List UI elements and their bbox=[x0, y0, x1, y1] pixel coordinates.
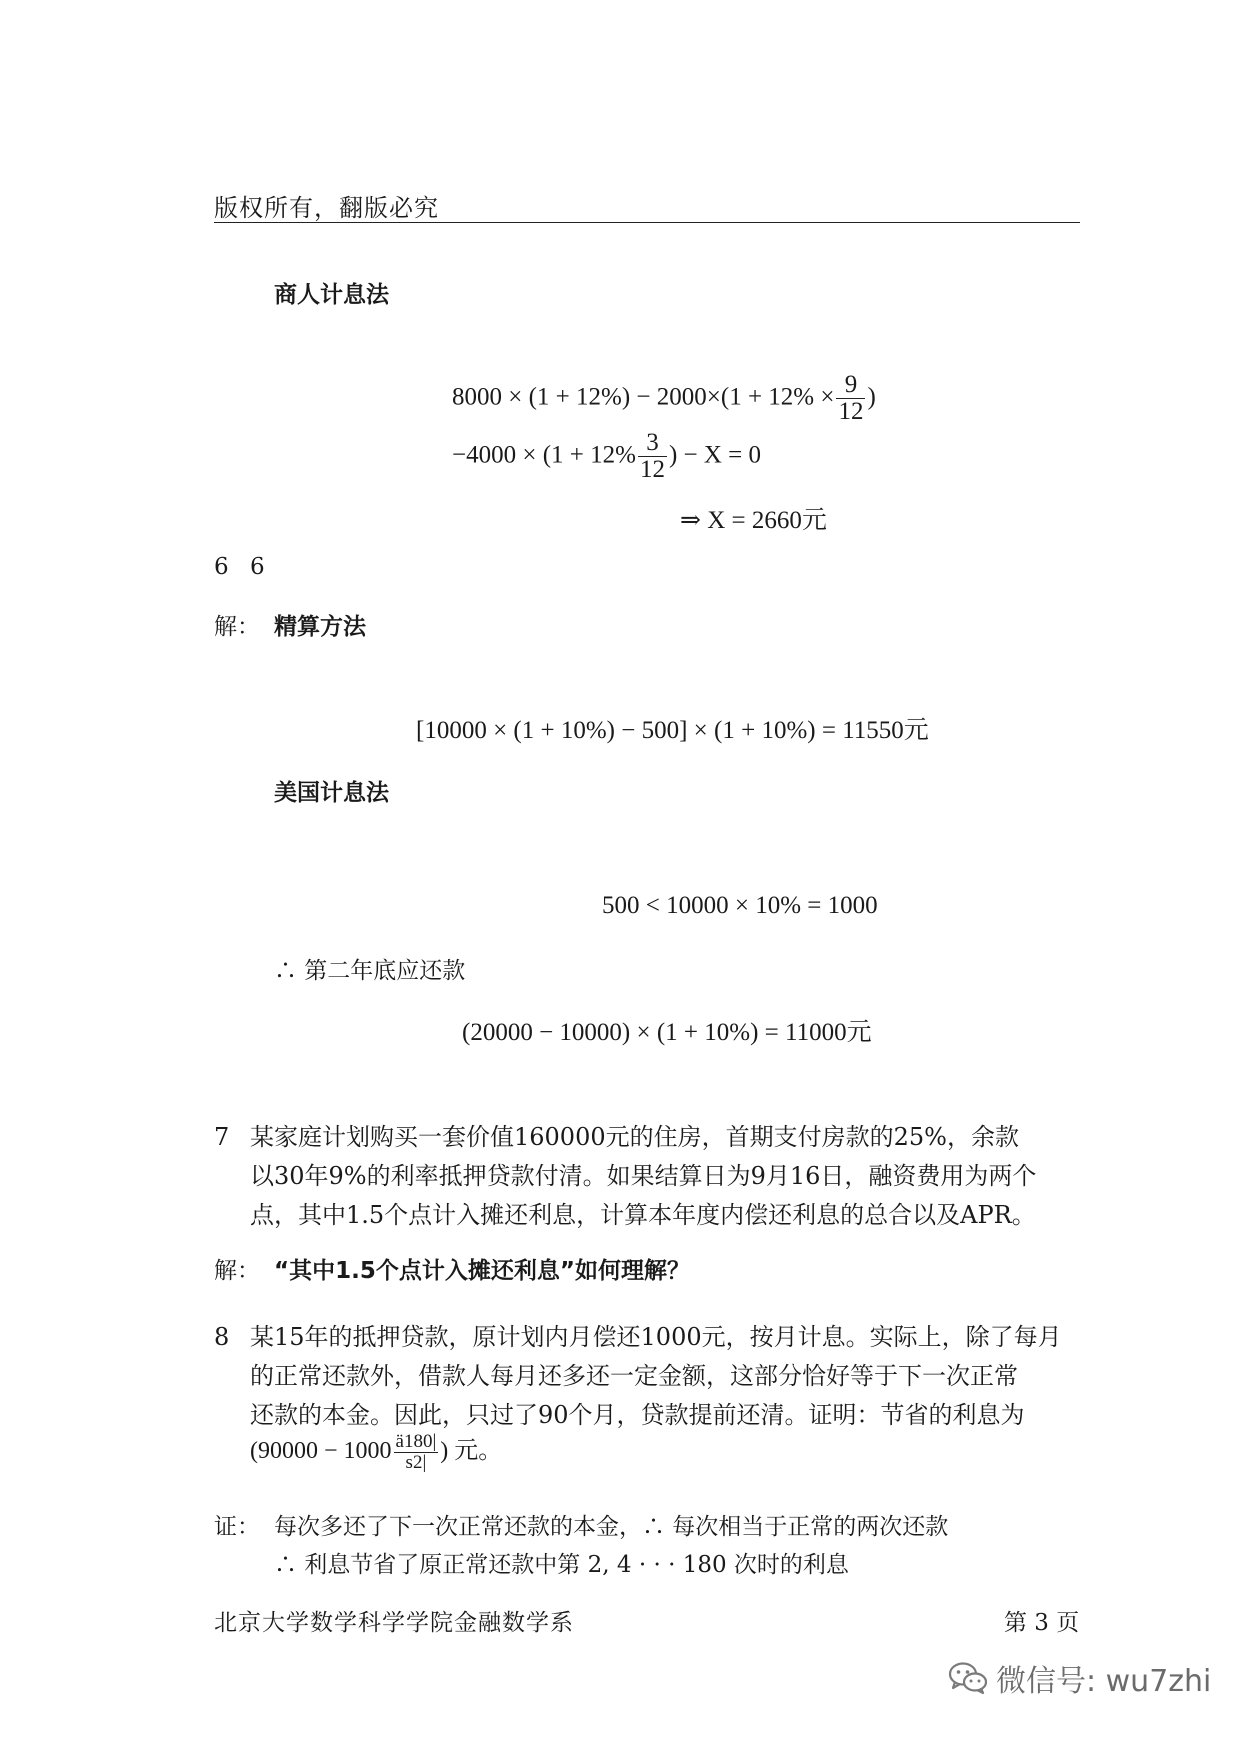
problem-7-label: 7 bbox=[214, 1123, 230, 1151]
equation-part: ) bbox=[867, 383, 876, 411]
wechat-icon bbox=[948, 1661, 988, 1695]
equation-merchant-line1 bbox=[452, 372, 876, 426]
page-header-title: 版权所有，翻版必究 bbox=[214, 194, 439, 222]
equation-merchant-result: ⇒ X = 2660元 bbox=[680, 507, 827, 534]
equation-part: 8000 × (1 + 12%) − 2000×(1 + 12% × bbox=[452, 383, 835, 411]
statement-line: 以30年9%的利率抵押贷款付清。如果结算日为9月16日，融资费用为两个 bbox=[250, 1162, 1037, 1190]
fraction-numerator: ä180| bbox=[395, 1431, 437, 1453]
statement-line: 点，其中1.5个点计入摊还利息，计算本年度内偿还利息的总合以及APR。 bbox=[250, 1201, 1036, 1229]
problem-7-solution-question: “其中1.5个点计入摊还利息”如何理解？ bbox=[274, 1258, 690, 1284]
statement-line: 某家庭计划购买一套价值160000元的住房，首期支付房款的25%，余款 bbox=[250, 1123, 1019, 1151]
fraction-denominator: 12 bbox=[838, 398, 864, 426]
section-heading-merchant: 商人计息法 bbox=[274, 282, 389, 308]
statement-line: 某15年的抵押贷款，原计划内月偿还1000元，按月计息。实际上，除了每月 bbox=[250, 1323, 1062, 1351]
problem-7-statement bbox=[250, 1118, 1080, 1235]
formula-part: (90000 − 1000 bbox=[250, 1438, 392, 1464]
equation-part: ) − X = 0 bbox=[668, 441, 762, 469]
statement-line: 的正常还款外，借款人每月还多还一定金额，这部分恰好等于下一次正常 bbox=[250, 1362, 1018, 1390]
solution-label: 解： bbox=[214, 614, 260, 640]
watermark bbox=[948, 1656, 1211, 1700]
fraction-3-12 bbox=[638, 430, 667, 484]
annuity-fraction bbox=[394, 1432, 439, 1473]
watermark-text: 微信号: wu7zhi bbox=[996, 1664, 1212, 1699]
therefore-text: ∴ 第二年底应还款 bbox=[274, 958, 466, 984]
proof-line-2: ∴ 利息节省了原正常还款中第 2, 4 · · · 180 次时的利息 bbox=[274, 1552, 849, 1578]
problem-6-text: 6 bbox=[250, 554, 265, 580]
footer-page-number: 第 3 页 bbox=[1004, 1610, 1080, 1636]
equation-part: −4000 × (1 + 12% bbox=[452, 441, 636, 469]
statement-line: 还款的本金。因此，只过了90个月，贷款提前还清。证明：节省的利息为 bbox=[250, 1401, 1025, 1429]
problem-8-label: 8 bbox=[214, 1323, 230, 1351]
solution-label: 解： bbox=[214, 1258, 260, 1284]
formula-part: ) 元。 bbox=[440, 1438, 503, 1464]
problem-8-statement bbox=[250, 1318, 1080, 1435]
proof-label: 证： bbox=[214, 1514, 260, 1540]
equation-merchant-line2 bbox=[452, 430, 761, 484]
equation-actuarial: [10000 × (1 + 10%) − 500] × (1 + 10%) = 11550元 bbox=[416, 717, 929, 744]
method-heading-actuarial: 精算方法 bbox=[274, 614, 366, 640]
header-rule bbox=[214, 222, 1080, 223]
fraction-numerator: 9 bbox=[844, 371, 858, 398]
equation-us-compare: 500 < 10000 × 10% = 1000 bbox=[602, 892, 878, 919]
fraction-numerator: 3 bbox=[646, 429, 659, 456]
fraction-denominator: 12 bbox=[639, 456, 665, 484]
fraction-9-12 bbox=[836, 372, 865, 426]
footer-department: 北京大学数学科学学院金融数学系 bbox=[214, 1610, 574, 1636]
method-heading-us-rule: 美国计息法 bbox=[274, 780, 389, 806]
fraction-denominator: s2| bbox=[394, 1452, 439, 1473]
problem-8-formula bbox=[250, 1430, 502, 1473]
equation-second-year: (20000 − 10000) × (1 + 10%) = 11000元 bbox=[462, 1019, 872, 1046]
problem-6-label: 6 bbox=[214, 554, 229, 580]
proof-line-1: 每次多还了下一次正常还款的本金，∴ 每次相当于正常的两次还款 bbox=[274, 1514, 949, 1540]
